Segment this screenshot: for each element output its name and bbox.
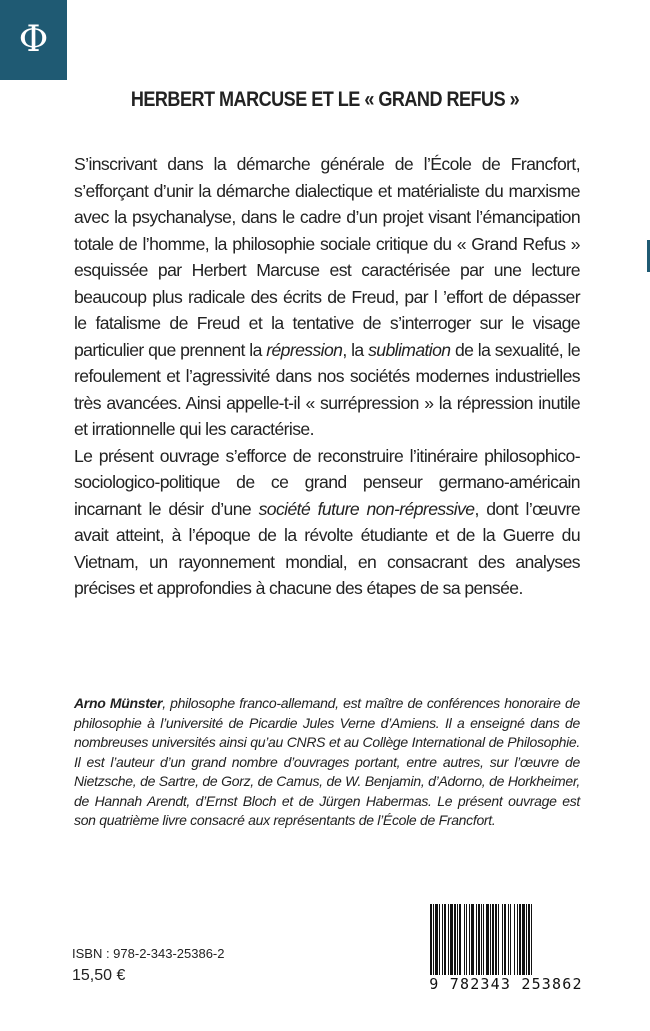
author-bio-text: , philosophe franco-allemand, est maître de conférences honoraire de philosophie à l’université de Picardie Jules Verne d’Amiens. Il a enseigné dans de nombreuses universités ainsi qu’au CNRS et au Collège International de Philosophie. Il est l’auteur d’un grand nombre d’ouvrages portant, entre autres, sur l’œuvre de Nietzsche, de Sartre, de Gorz, de Camus, de W. Benjamin, d’Adorno, de Horkheimer, de Hannah Arendt, d’Ernst Bloch et de Jürgen Habermas. Le présent ouvrage est son quatrième livre consacré aux représentants de l’École de Francfort. [74, 695, 580, 828]
barcode-bar [433, 904, 434, 980]
barcode-bar [504, 904, 506, 980]
barcode-bar [442, 904, 443, 980]
barcode-bar [448, 904, 449, 980]
barcode-bar [459, 904, 461, 980]
barcode-bar [510, 904, 511, 980]
barcode-bar [466, 904, 467, 980]
phi-logo-icon: Φ [18, 19, 49, 60]
blurb-text: , la [342, 339, 369, 360]
barcode-bar [498, 904, 499, 980]
barcode-bars [424, 902, 588, 980]
barcode-bar [430, 904, 432, 980]
barcode-bar [495, 904, 497, 980]
barcode-bar [492, 904, 494, 980]
blurb-emphasis: sublimation [368, 339, 451, 360]
barcode-bar [481, 904, 482, 980]
barcode-bar [444, 904, 446, 980]
barcode-bar [517, 904, 518, 980]
barcode-bar [508, 904, 509, 980]
barcode-bar [502, 904, 503, 980]
barcode-digits: 9 782343 253862 [424, 975, 588, 993]
isbn-label: ISBN : 978-2-343-25386-2 [72, 946, 225, 961]
blurb-paragraph-1 [74, 151, 580, 443]
barcode-bar [454, 904, 456, 980]
back-cover-blurb [74, 151, 580, 602]
blurb-emphasis: répression [266, 339, 343, 360]
barcode-bar [435, 904, 438, 980]
blurb-text: , dont l’œuvre avait atteint, à l’époque de la révolte étudiante et de la Guerre du Vietnam, un rayonnement mondial, en consacrant des analyses précises et approfondies à chacune des étapes de sa pensée. [74, 498, 581, 598]
barcode-bar [457, 904, 458, 980]
blurb-text: S’inscrivant dans la démarche générale de l’École de Francfort, s’efforçant d’unir la démarche dialectique et matérialiste du marxisme avec la psychanalyse, dans le cadre d’un projet visant l’émancipation totale de l’homme, la philosophie sociale critique du « Grand Refus » esquissée par Herbert Marcuse est caractérisée par une lecture beaucoup plus radicale des écrits de Freud, par l ’effort de dépasser le fatalisme de Freud et la tentative de s’interroger sur le visage particulier que prennent la [74, 154, 580, 360]
blurb-text: Le présent ouvrage s’efforce de reconstruire l’itinéraire philosophico-sociologico-politique de ce grand penseur germano-américain incarnant le désir d’une [74, 445, 580, 519]
publisher-logo [0, 0, 67, 80]
blurb-emphasis: société future non-répressive [258, 498, 475, 519]
barcode-bar [469, 904, 470, 980]
author-bio [74, 694, 580, 831]
barcode-bar [439, 904, 440, 980]
author-name: Arno Münster [74, 695, 163, 711]
barcode-bar [464, 904, 465, 980]
barcode-bar [486, 904, 489, 980]
barcode-bar [471, 904, 474, 980]
barcode-bar [450, 904, 453, 980]
barcode-bar [483, 904, 484, 980]
barcode-bar [476, 904, 477, 980]
barcode-bar [522, 904, 525, 980]
barcode-bar [531, 904, 532, 980]
blurb-paragraph-2 [74, 443, 580, 602]
barcode-bar [519, 904, 521, 980]
barcode-bar [526, 904, 527, 980]
barcode-bar [478, 904, 480, 980]
barcode-bar [528, 904, 530, 980]
barcode [424, 902, 588, 994]
price-label: 15,50 € [72, 967, 126, 984]
barcode-bar [514, 904, 515, 980]
book-title: HERBERT MARCUSE ET LE « GRAND REFUS » [130, 88, 520, 111]
barcode-bar [490, 904, 491, 980]
blurb-text: de la sexualité, le refoulement et l’agressivité dans nos sociétés modernes industrielles très avancées. Ainsi appelle-t-il « surrépression » la répression inutile et irrationnelle qui les caractérise. [74, 339, 581, 439]
